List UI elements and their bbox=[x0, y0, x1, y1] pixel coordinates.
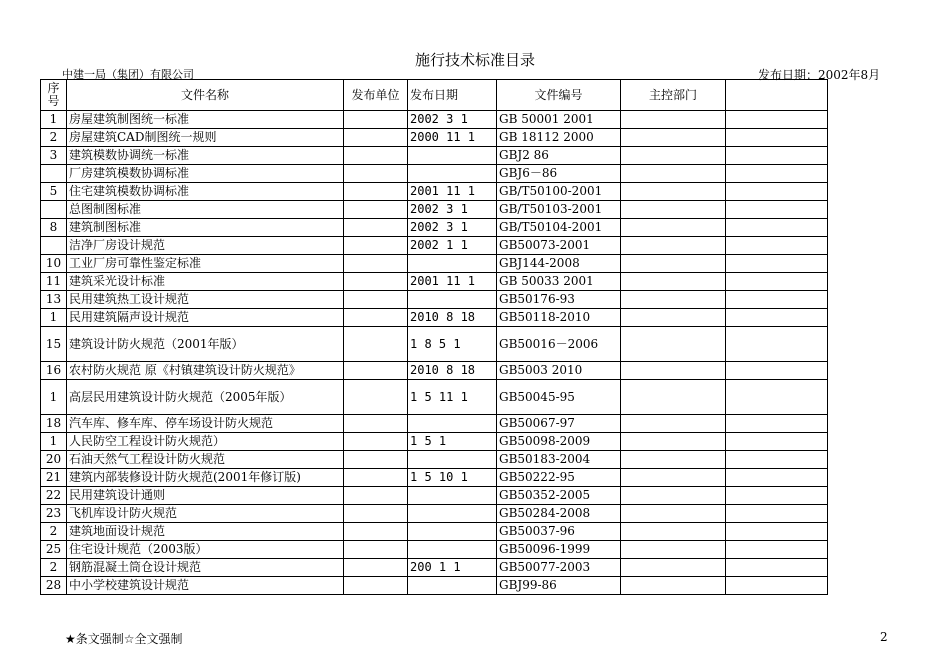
table-row bbox=[41, 255, 828, 273]
table-row bbox=[41, 147, 828, 165]
row-no: 2 bbox=[41, 129, 67, 147]
row-extra bbox=[726, 165, 828, 183]
row-unit bbox=[344, 433, 408, 451]
row-name: 总图制图标准 bbox=[67, 201, 344, 219]
row-extra bbox=[726, 362, 828, 380]
table-row bbox=[41, 273, 828, 291]
page-number: 2 bbox=[880, 630, 888, 644]
row-code: GB/T50104-2001 bbox=[497, 219, 621, 237]
row-name: 建筑地面设计规范 bbox=[67, 523, 344, 541]
row-dept bbox=[621, 433, 726, 451]
row-code: GB50176-93 bbox=[497, 291, 621, 309]
row-no: 25 bbox=[41, 541, 67, 559]
row-code: GB50077-2003 bbox=[497, 559, 621, 577]
row-no: 3 bbox=[41, 147, 67, 165]
row-extra bbox=[726, 309, 828, 327]
row-name: 工业厂房可靠性鉴定标准 bbox=[67, 255, 344, 273]
row-date bbox=[408, 541, 497, 559]
row-code: GB50073-2001 bbox=[497, 237, 621, 255]
row-date: 1 8 5 1 bbox=[408, 327, 497, 362]
row-dept bbox=[621, 273, 726, 291]
row-extra bbox=[726, 577, 828, 595]
row-date bbox=[408, 577, 497, 595]
row-date: 2002 3 1 bbox=[408, 201, 497, 219]
row-dept bbox=[621, 415, 726, 433]
row-unit bbox=[344, 523, 408, 541]
row-date: 1 5 10 1 bbox=[408, 469, 497, 487]
row-extra bbox=[726, 559, 828, 577]
row-extra bbox=[726, 147, 828, 165]
row-extra bbox=[726, 327, 828, 362]
row-date: 2002 1 1 bbox=[408, 237, 497, 255]
row-dept bbox=[621, 487, 726, 505]
row-dept bbox=[621, 255, 726, 273]
row-name: 房屋建筑制图统一标准 bbox=[67, 111, 344, 129]
row-dept bbox=[621, 291, 726, 309]
row-date bbox=[408, 165, 497, 183]
row-name: 建筑设计防火规范（2001年版） bbox=[67, 327, 344, 362]
row-dept bbox=[621, 469, 726, 487]
row-unit bbox=[344, 111, 408, 129]
header-date: 发布日期 bbox=[408, 80, 497, 111]
table-row bbox=[41, 380, 828, 415]
row-unit bbox=[344, 201, 408, 219]
row-dept bbox=[621, 165, 726, 183]
row-name: 石油天然气工程设计防火规范 bbox=[67, 451, 344, 469]
row-dept bbox=[621, 129, 726, 147]
row-name: 中小学校建筑设计规范 bbox=[67, 577, 344, 595]
row-code: GB 18112 2000 bbox=[497, 129, 621, 147]
table-row bbox=[41, 433, 828, 451]
row-date: 2001 11 1 bbox=[408, 183, 497, 201]
table-row bbox=[41, 237, 828, 255]
row-no: 15 bbox=[41, 327, 67, 362]
row-date bbox=[408, 487, 497, 505]
row-unit bbox=[344, 327, 408, 362]
row-code: GB50284-2008 bbox=[497, 505, 621, 523]
table-row bbox=[41, 309, 828, 327]
row-unit bbox=[344, 219, 408, 237]
row-extra bbox=[726, 415, 828, 433]
row-extra bbox=[726, 237, 828, 255]
row-unit bbox=[344, 380, 408, 415]
row-unit bbox=[344, 505, 408, 523]
row-extra bbox=[726, 219, 828, 237]
row-code: GB/T50103-2001 bbox=[497, 201, 621, 219]
row-no: 10 bbox=[41, 255, 67, 273]
table-header-row bbox=[41, 80, 828, 111]
row-date: 1 5 11 1 bbox=[408, 380, 497, 415]
row-no: 13 bbox=[41, 291, 67, 309]
row-no: 1 bbox=[41, 380, 67, 415]
row-extra bbox=[726, 129, 828, 147]
row-name: 民用建筑热工设计规范 bbox=[67, 291, 344, 309]
row-name: 高层民用建筑设计防火规范（2005年版） bbox=[67, 380, 344, 415]
row-no bbox=[41, 165, 67, 183]
row-name: 飞机库设计防火规范 bbox=[67, 505, 344, 523]
row-code: GB50037-96 bbox=[497, 523, 621, 541]
table-row bbox=[41, 219, 828, 237]
row-extra bbox=[726, 273, 828, 291]
row-dept bbox=[621, 559, 726, 577]
row-dept bbox=[621, 111, 726, 129]
row-no: 8 bbox=[41, 219, 67, 237]
row-code: GB50067-97 bbox=[497, 415, 621, 433]
table-row bbox=[41, 291, 828, 309]
row-extra bbox=[726, 291, 828, 309]
row-date bbox=[408, 523, 497, 541]
row-unit bbox=[344, 559, 408, 577]
header-dept: 主控部门 bbox=[621, 80, 726, 111]
row-extra bbox=[726, 451, 828, 469]
row-dept bbox=[621, 147, 726, 165]
row-code: GB 50033 2001 bbox=[497, 273, 621, 291]
row-code: GBJ144-2008 bbox=[497, 255, 621, 273]
header-unit: 发布单位 bbox=[344, 80, 408, 111]
table-row bbox=[41, 541, 828, 559]
row-extra bbox=[726, 487, 828, 505]
row-date: 1 5 1 bbox=[408, 433, 497, 451]
row-no: 18 bbox=[41, 415, 67, 433]
row-no: 2 bbox=[41, 559, 67, 577]
row-unit bbox=[344, 487, 408, 505]
header-code: 文件编号 bbox=[497, 80, 621, 111]
table-row bbox=[41, 523, 828, 541]
row-code: GB/T50100-2001 bbox=[497, 183, 621, 201]
row-no: 2 bbox=[41, 523, 67, 541]
row-date bbox=[408, 147, 497, 165]
row-extra bbox=[726, 183, 828, 201]
row-dept bbox=[621, 541, 726, 559]
row-name: 建筑内部装修设计防火规范(2001年修订版) bbox=[67, 469, 344, 487]
row-unit bbox=[344, 415, 408, 433]
row-dept bbox=[621, 380, 726, 415]
table-row bbox=[41, 451, 828, 469]
row-unit bbox=[344, 237, 408, 255]
row-date: 2000 11 1 bbox=[408, 129, 497, 147]
row-dept bbox=[621, 309, 726, 327]
row-no: 28 bbox=[41, 577, 67, 595]
header-extra bbox=[726, 80, 828, 111]
row-name: 农村防火规范 原《村镇建筑设计防火规范》 bbox=[67, 362, 344, 380]
row-extra bbox=[726, 505, 828, 523]
row-no: 1 bbox=[41, 111, 67, 129]
row-unit bbox=[344, 451, 408, 469]
row-no: 5 bbox=[41, 183, 67, 201]
table-row bbox=[41, 201, 828, 219]
row-name: 建筑模数协调统一标准 bbox=[67, 147, 344, 165]
row-unit bbox=[344, 362, 408, 380]
row-extra bbox=[726, 523, 828, 541]
row-no bbox=[41, 201, 67, 219]
table-row bbox=[41, 165, 828, 183]
table-row bbox=[41, 487, 828, 505]
row-unit bbox=[344, 255, 408, 273]
standards-table bbox=[40, 79, 828, 595]
row-dept bbox=[621, 577, 726, 595]
table-row bbox=[41, 183, 828, 201]
row-name: 民用建筑隔声设计规范 bbox=[67, 309, 344, 327]
row-name: 钢筋混凝土筒仓设计规范 bbox=[67, 559, 344, 577]
row-extra bbox=[726, 255, 828, 273]
row-no: 22 bbox=[41, 487, 67, 505]
company-name: 中建一局（集团）有限公司 bbox=[62, 68, 194, 81]
row-no: 21 bbox=[41, 469, 67, 487]
row-name: 建筑制图标准 bbox=[67, 219, 344, 237]
row-name: 建筑采光设计标准 bbox=[67, 273, 344, 291]
row-date: 200 1 1 bbox=[408, 559, 497, 577]
row-dept bbox=[621, 505, 726, 523]
row-dept bbox=[621, 201, 726, 219]
row-unit bbox=[344, 183, 408, 201]
row-unit bbox=[344, 165, 408, 183]
row-date: 2002 3 1 bbox=[408, 219, 497, 237]
table-row bbox=[41, 577, 828, 595]
row-unit bbox=[344, 469, 408, 487]
row-code: GB 50001 2001 bbox=[497, 111, 621, 129]
row-name: 住宅建筑模数协调标准 bbox=[67, 183, 344, 201]
row-no: 11 bbox=[41, 273, 67, 291]
row-name: 住宅设计规范（2003版） bbox=[67, 541, 344, 559]
table-row bbox=[41, 505, 828, 523]
row-name: 民用建筑设计通则 bbox=[67, 487, 344, 505]
publish-date: 发布日期：2002年8月 bbox=[758, 68, 881, 82]
table-row bbox=[41, 327, 828, 362]
row-code: GB5003 2010 bbox=[497, 362, 621, 380]
row-code: GB50352-2005 bbox=[497, 487, 621, 505]
row-name: 洁净厂房设计规范 bbox=[67, 237, 344, 255]
row-code: GB50183-2004 bbox=[497, 451, 621, 469]
row-extra bbox=[726, 111, 828, 129]
footer-legend: ★条文强制☆全文强制 bbox=[65, 632, 183, 646]
row-code: GB50222-95 bbox=[497, 469, 621, 487]
row-name: 汽车库、修车库、停车场设计防火规范 bbox=[67, 415, 344, 433]
table-row bbox=[41, 559, 828, 577]
row-no: 23 bbox=[41, 505, 67, 523]
row-dept bbox=[621, 362, 726, 380]
row-unit bbox=[344, 541, 408, 559]
row-code: GB50118-2010 bbox=[497, 309, 621, 327]
row-name: 房屋建筑CAD制图统一规则 bbox=[67, 129, 344, 147]
row-dept bbox=[621, 523, 726, 541]
table-row bbox=[41, 129, 828, 147]
row-extra bbox=[726, 380, 828, 415]
row-code: GB50016－2006 bbox=[497, 327, 621, 362]
row-date: 2010 8 18 bbox=[408, 309, 497, 327]
row-code: GB50098-2009 bbox=[497, 433, 621, 451]
row-code: GBJ6－86 bbox=[497, 165, 621, 183]
row-code: GB50096-1999 bbox=[497, 541, 621, 559]
table-row bbox=[41, 415, 828, 433]
row-extra bbox=[726, 433, 828, 451]
row-dept bbox=[621, 183, 726, 201]
table-row bbox=[41, 362, 828, 380]
row-unit bbox=[344, 309, 408, 327]
row-code: GBJ99-86 bbox=[497, 577, 621, 595]
row-date: 2010 8 18 bbox=[408, 362, 497, 380]
row-no: 1 bbox=[41, 309, 67, 327]
row-extra bbox=[726, 201, 828, 219]
row-extra bbox=[726, 469, 828, 487]
row-unit bbox=[344, 147, 408, 165]
document-title: 施行技术标准目录 bbox=[414, 51, 535, 69]
row-name: 厂房建筑模数协调标准 bbox=[67, 165, 344, 183]
row-unit bbox=[344, 129, 408, 147]
row-date: 2002 3 1 bbox=[408, 111, 497, 129]
header-no: 序号 bbox=[41, 80, 67, 111]
row-date bbox=[408, 291, 497, 309]
row-no: 1 bbox=[41, 433, 67, 451]
row-unit bbox=[344, 577, 408, 595]
row-unit bbox=[344, 291, 408, 309]
row-dept bbox=[621, 219, 726, 237]
table-row bbox=[41, 469, 828, 487]
row-extra bbox=[726, 541, 828, 559]
table-row bbox=[41, 111, 828, 129]
row-date bbox=[408, 415, 497, 433]
row-date bbox=[408, 505, 497, 523]
row-no bbox=[41, 237, 67, 255]
row-code: GBJ2 86 bbox=[497, 147, 621, 165]
row-date bbox=[408, 451, 497, 469]
row-date: 2001 11 1 bbox=[408, 273, 497, 291]
row-code: GB50045-95 bbox=[497, 380, 621, 415]
row-dept bbox=[621, 327, 726, 362]
header-name: 文件名称 bbox=[67, 80, 344, 111]
row-name: 人民防空工程设计防火规范） bbox=[67, 433, 344, 451]
row-date bbox=[408, 255, 497, 273]
row-unit bbox=[344, 273, 408, 291]
row-dept bbox=[621, 237, 726, 255]
row-dept bbox=[621, 451, 726, 469]
row-no: 20 bbox=[41, 451, 67, 469]
row-no: 16 bbox=[41, 362, 67, 380]
